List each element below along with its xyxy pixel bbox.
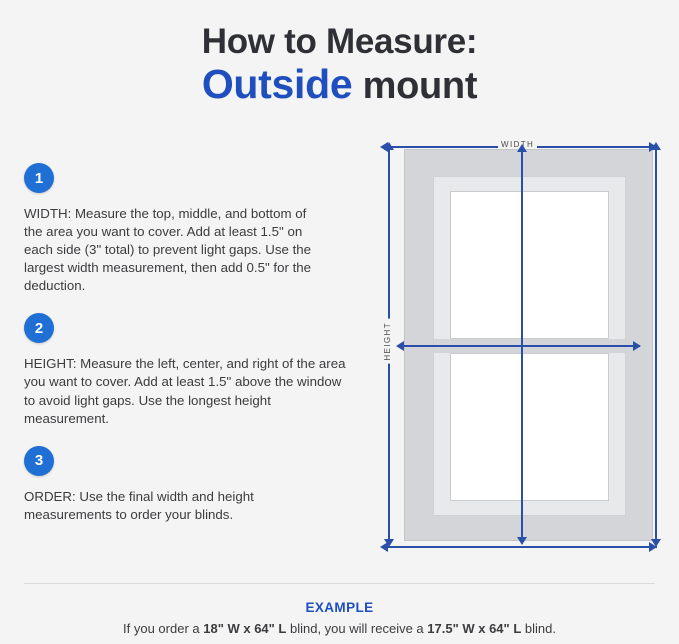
footer-example bbox=[0, 600, 679, 636]
title-line-1: How to Measure: bbox=[201, 22, 478, 61]
title-line-2 bbox=[0, 62, 679, 108]
step-number-badge: 1 bbox=[24, 163, 54, 193]
step-item bbox=[24, 313, 369, 427]
footer-text-after: blind. bbox=[521, 621, 556, 636]
step-number-badge: 2 bbox=[24, 313, 54, 343]
window-pane-top bbox=[450, 191, 609, 339]
arrow-head-right-icon bbox=[633, 341, 641, 351]
arrow-head-up-icon bbox=[517, 144, 527, 152]
arrow-head-down-icon bbox=[651, 539, 661, 547]
footer-received-size: 17.5" W x 64" L bbox=[427, 621, 522, 636]
step-description bbox=[24, 488, 324, 524]
footer-text-before: If you order a bbox=[123, 621, 204, 636]
arrow-head-up-icon bbox=[651, 142, 661, 150]
arrow-head-down-icon bbox=[517, 537, 527, 545]
step-label: ORDER: bbox=[24, 488, 76, 504]
width-dimension-line-bottom bbox=[384, 546, 657, 548]
step-item bbox=[24, 446, 369, 524]
step-description bbox=[24, 205, 320, 295]
step-body: Measure the top, middle, and bottom of the area you want to cover. Add at least 1.5" on each side (3" total) to prevent light gaps. Use the largest width measurement, then add 0.5" for the deduction. bbox=[24, 206, 312, 294]
arrow-head-left-icon bbox=[396, 341, 404, 351]
title-accent-word: Outside bbox=[201, 61, 353, 108]
height-dimension-line-right bbox=[655, 149, 657, 543]
steps-list bbox=[24, 163, 369, 542]
footer-text-middle: blind, you will receive a bbox=[286, 621, 428, 636]
window-diagram bbox=[378, 133, 663, 558]
step-number-badge: 3 bbox=[24, 446, 54, 476]
footer-heading: EXAMPLE bbox=[305, 600, 374, 615]
arrow-head-up-icon bbox=[384, 142, 394, 150]
footer-divider bbox=[24, 583, 655, 584]
footer-order-size: 18" W x 64" L bbox=[203, 621, 287, 636]
step-label: WIDTH: bbox=[24, 206, 72, 221]
footer-body bbox=[0, 621, 679, 636]
title-tail-word: mount bbox=[352, 65, 478, 108]
step-body: Measure the left, center, and right of the area you want to cover. Add at least 1.5" above the window to avoid light gaps. Use the longest height measurement. bbox=[24, 356, 346, 426]
page-title bbox=[0, 22, 679, 108]
step-description bbox=[24, 355, 354, 427]
step-body: Use the final width and height measurements to order your blinds. bbox=[24, 488, 254, 522]
width-dimension-line-center bbox=[400, 345, 640, 347]
height-label-left: HEIGHT bbox=[383, 319, 392, 364]
arrow-head-down-icon bbox=[384, 539, 394, 547]
width-label-top: WIDTH bbox=[498, 140, 537, 149]
window-pane-bottom bbox=[450, 353, 609, 501]
step-label: HEIGHT: bbox=[24, 356, 77, 372]
step-item bbox=[24, 163, 369, 295]
